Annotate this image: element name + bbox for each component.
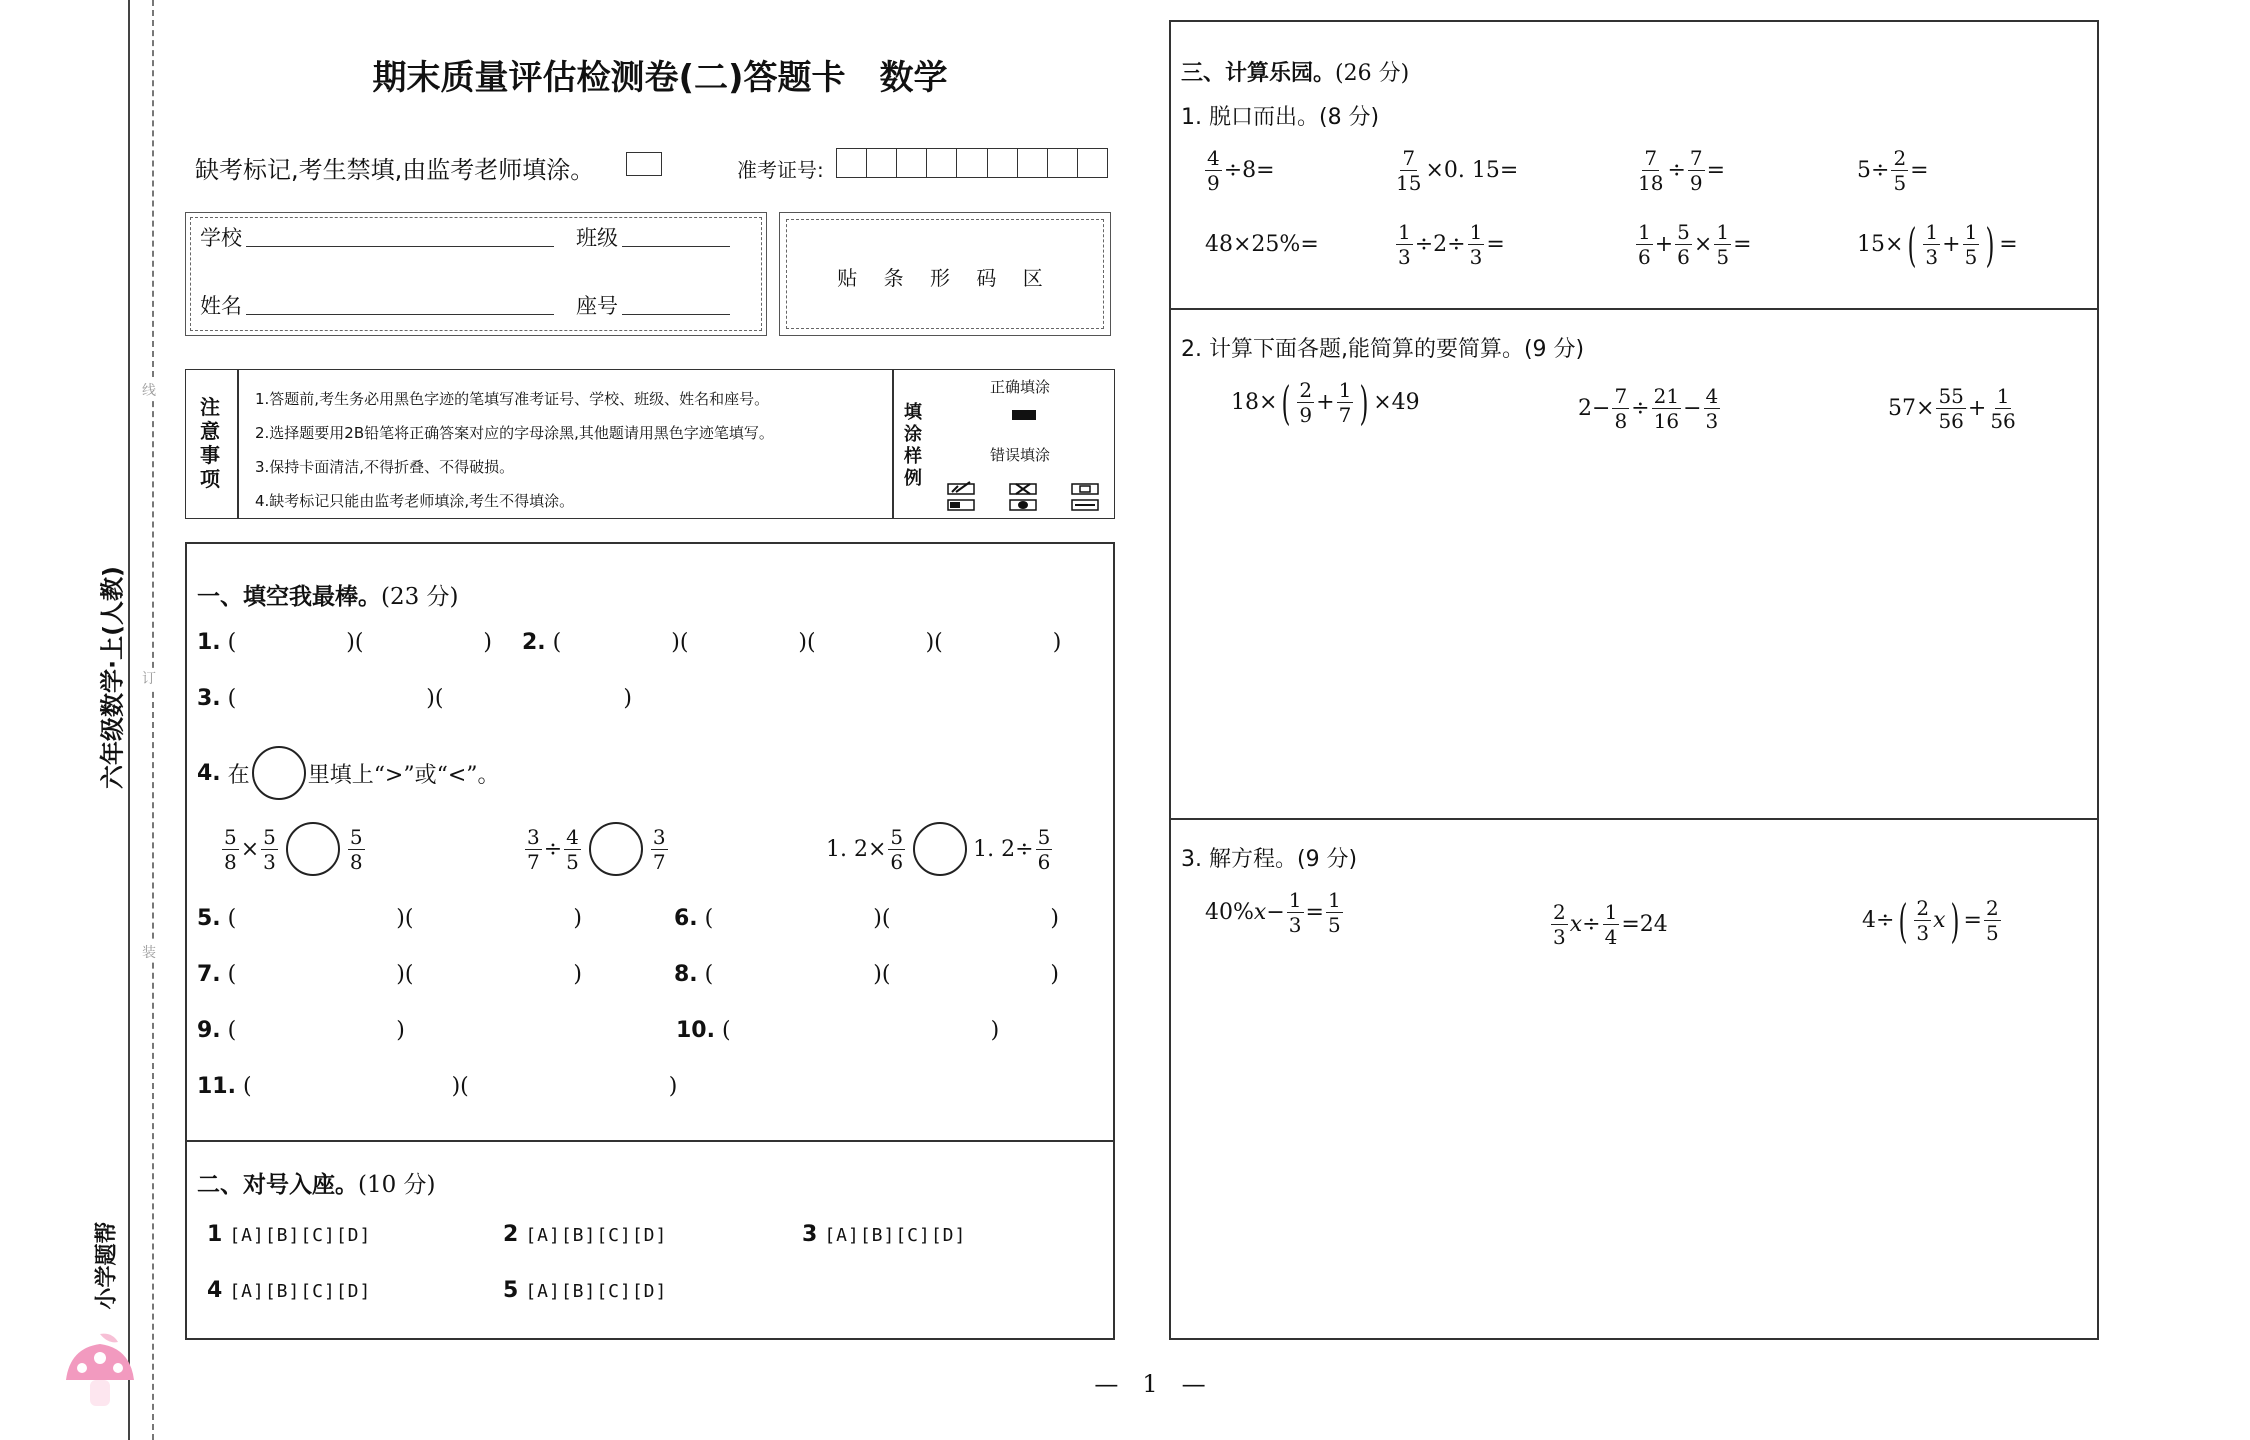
calc-expr-1: 18× ( $\frac{2}{9}$ + $\frac{1}{7}$ ) ×49 bbox=[1231, 375, 1420, 430]
oral-calc-3: $\frac{7}{18}$ ÷ $\frac{7}{9}$ = bbox=[1638, 146, 1726, 195]
answer-row-10[interactable]: 10. ( ) bbox=[676, 1018, 1000, 1043]
notice-list bbox=[255, 382, 774, 518]
absent-note: 缺考标记,考生禁填,由监考老师填涂。 bbox=[195, 156, 595, 184]
notice-heading: 注 意 事 项 bbox=[200, 395, 220, 491]
cut-mark: 装 bbox=[142, 942, 156, 962]
page-number: — 1 — bbox=[1094, 1370, 1206, 1398]
class-label: 班级 bbox=[576, 226, 618, 250]
cut-mark: 订 bbox=[142, 668, 156, 688]
seat-field[interactable] bbox=[622, 314, 730, 315]
compare-expr-3: 1. 2× $\frac{5}{6}$ 1. 2÷ $\frac{5}{6}$ bbox=[826, 822, 1054, 876]
compare-expr-1: $\frac{5}{8}$ × $\frac{5}{3}$ $\frac{5}{8}$ bbox=[220, 822, 367, 876]
compare-circle-icon bbox=[252, 746, 306, 800]
calc-expr-2: 2− $\frac{7}{8}$ ÷ $\frac{21}{16}$ − $\frac{4}{3}$ bbox=[1578, 384, 1719, 433]
binding-line-dashed bbox=[152, 0, 154, 1440]
section-1-title: 一、填空我最棒。(23 分) bbox=[197, 584, 459, 610]
choice-row-4[interactable]: 4 [A][B][C][D] bbox=[207, 1278, 372, 1303]
wrong-fill-samples-icon bbox=[944, 480, 1104, 514]
section-3-title: 三、计算乐园。(26 分) bbox=[1181, 61, 1410, 86]
choice-row-2[interactable]: 2 [A][B][C][D] bbox=[503, 1222, 668, 1247]
choice-row-5[interactable]: 5 [A][B][C][D] bbox=[503, 1278, 668, 1303]
notice-item: 4.缺考标记只能由监考老师填涂,考生不得填涂。 bbox=[255, 492, 575, 510]
page-title: 期末质量评估检测卷(二)答题卡 数学 bbox=[372, 58, 948, 98]
compare-expr-2: $\frac{3}{7}$ ÷ $\frac{4}{5}$ $\frac{3}{7}$ bbox=[523, 822, 670, 876]
oral-calc-6: $\frac{1}{3}$ ÷2÷ $\frac{1}{3}$ = bbox=[1398, 220, 1505, 269]
school-label: 学校 bbox=[200, 226, 242, 250]
student-info-box bbox=[185, 212, 767, 336]
notice-item: 2.选择题要用2B铅笔将正确答案对应的字母涂黑,其他题请用黑色字迹笔填写。 bbox=[255, 424, 774, 442]
oral-calc-2: $\frac{7}{15}$ ×0. 15= bbox=[1396, 146, 1519, 195]
answer-row-3[interactable]: 3. ( )( ) bbox=[197, 686, 633, 711]
class-field[interactable] bbox=[622, 246, 730, 247]
answer-row-11[interactable]: 11. ( )( ) bbox=[197, 1074, 678, 1099]
answer-circle[interactable] bbox=[913, 822, 967, 876]
notice-item: 1.答题前,考生务必用黑色字迹的笔填写准考证号、学校、班级、姓名和座号。 bbox=[255, 390, 770, 408]
sub-question-2: 2. 计算下面各题,能简算的要简算。(9 分) bbox=[1181, 337, 1585, 362]
equation-3: 4÷ ( $\frac{2}{3}$ x ) = $\frac{2}{5}$ bbox=[1862, 893, 1999, 948]
school-field[interactable] bbox=[246, 246, 554, 247]
answer-row-8[interactable]: 8. ( )( ) bbox=[674, 962, 1060, 987]
answer-row-6[interactable]: 6. ( )( ) bbox=[674, 906, 1060, 931]
answer-row-1[interactable]: 1. ( )( ) bbox=[197, 630, 493, 655]
answer-circle[interactable] bbox=[589, 822, 643, 876]
oral-calc-7: $\frac{1}{6}$ + $\frac{5}{6}$ × $\frac{1}{5}$ = bbox=[1638, 220, 1752, 269]
section-2-title: 二、对号入座。(10 分) bbox=[197, 1172, 436, 1198]
notice-item: 3.保持卡面清洁,不得折叠、不得破损。 bbox=[255, 458, 515, 476]
oral-calc-5: 48×25%= bbox=[1205, 232, 1319, 257]
cut-mark: 线 bbox=[142, 380, 156, 400]
answer-row-7[interactable]: 7. ( )( ) bbox=[197, 962, 583, 987]
name-label: 姓名 bbox=[200, 294, 242, 318]
calc-expr-3: 57× $\frac{55}{56}$ + $\frac{1}{56}$ bbox=[1888, 384, 2016, 433]
equation-1: 40% x − $\frac{1}{3}$ = $\frac{1}{5}$ bbox=[1205, 888, 1341, 937]
binding-line-solid bbox=[128, 0, 130, 1440]
sample-heading: 填 涂 样 例 bbox=[904, 402, 922, 489]
oral-calc-4: 5÷ $\frac{2}{5}$ = bbox=[1857, 146, 1929, 195]
sub-question-3: 3. 解方程。(9 分) bbox=[1181, 847, 1358, 872]
correct-fill-sample bbox=[1012, 410, 1036, 420]
choice-row-1[interactable]: 1 [A][B][C][D] bbox=[207, 1222, 372, 1247]
oral-calc-8: 15× ( $\frac{1}{3}$ + $\frac{1}{5}$ ) = bbox=[1857, 217, 2018, 272]
brand-label: 小学题帮 bbox=[94, 1221, 120, 1310]
section-3-box bbox=[1169, 20, 2099, 1340]
equation-2: $\frac{2}{3}$ x ÷ $\frac{1}{4}$ =24 bbox=[1553, 900, 1668, 949]
question-4-prompt: 4. 在 里填上“>”或“<”。 bbox=[197, 746, 500, 800]
exam-id-label: 准考证号: bbox=[737, 158, 824, 182]
correct-fill-label: 正确填涂 bbox=[990, 378, 1051, 396]
answer-row-2[interactable]: 2. ( )( )( )( ) bbox=[522, 630, 1062, 655]
barcode-label: 贴 条 形 码 区 bbox=[837, 266, 1053, 290]
answer-circle[interactable] bbox=[286, 822, 340, 876]
grade-label: 六年级数学·上(人教) bbox=[98, 565, 127, 790]
exam-id-boxes[interactable] bbox=[836, 148, 1108, 178]
wrong-fill-label: 错误填涂 bbox=[990, 446, 1051, 464]
choice-row-3[interactable]: 3 [A][B][C][D] bbox=[802, 1222, 967, 1247]
oral-calc-1: $\frac{4}{9}$ ÷8= bbox=[1207, 146, 1275, 195]
absent-mark-box[interactable] bbox=[626, 152, 662, 176]
answer-row-5[interactable]: 5. ( )( ) bbox=[197, 906, 583, 931]
answer-row-9[interactable]: 9. ( ) bbox=[197, 1018, 405, 1043]
name-field[interactable] bbox=[246, 314, 554, 315]
mushroom-logo-icon bbox=[60, 1330, 140, 1420]
seat-label: 座号 bbox=[576, 294, 618, 318]
sub-question-1: 1. 脱口而出。(8 分) bbox=[1181, 105, 1380, 130]
